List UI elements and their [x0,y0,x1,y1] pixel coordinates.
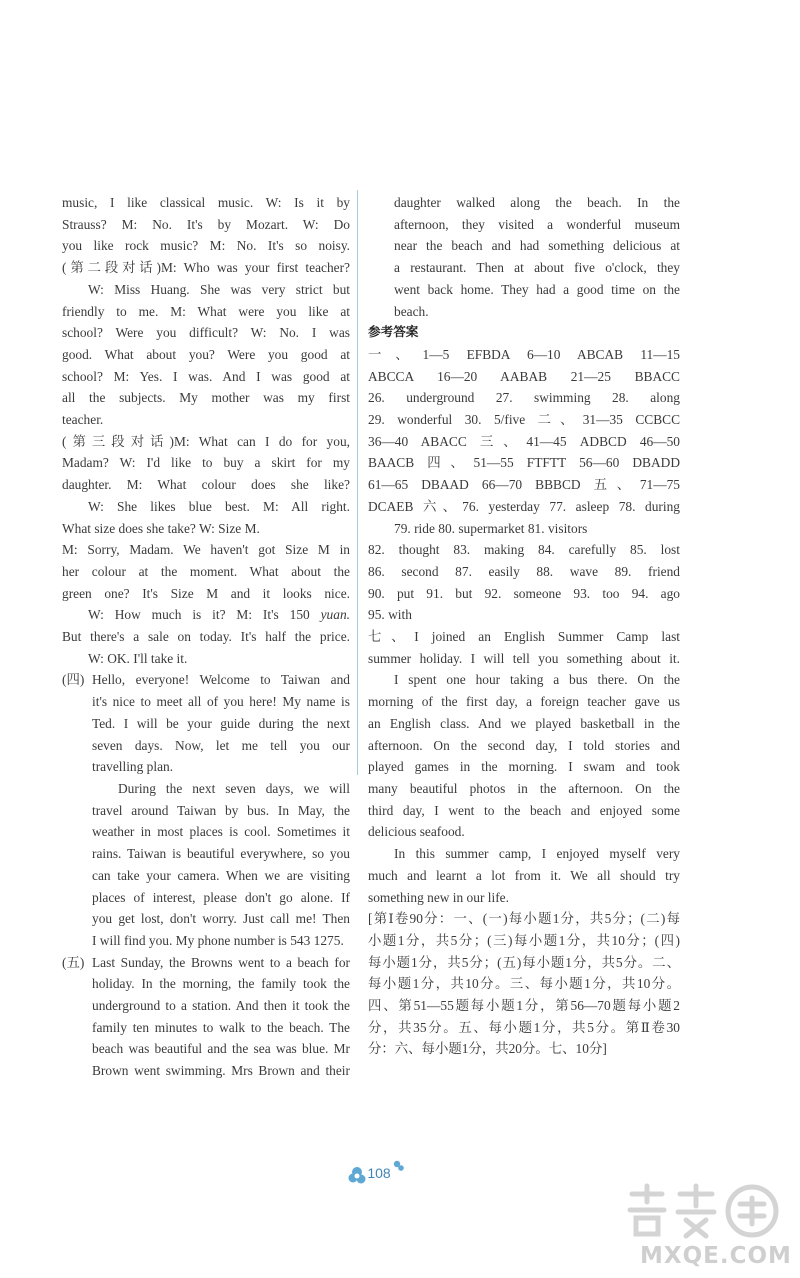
line-text: weather in most places is cool. Sometimes it [92,824,350,840]
left_column-line [62,713,350,735]
left_column-line [62,344,350,366]
left_column-line [62,604,350,626]
right_column-line [368,561,680,583]
line-text: W: She likes blue best. M: All right. [88,498,350,514]
right_column-line [368,843,680,865]
line-text: good. What about you? Were you good at [62,346,350,362]
line-text: travelling plan. [92,759,174,775]
line-text: 分，共35分。五、每小题1分，共5分。第Ⅱ卷30 [368,1019,680,1035]
watermark-logo [622,1180,782,1242]
watermark-site: MXQE.COM [640,1243,792,1269]
left_column-line [62,843,350,865]
line-text: all the subjects. My mother was my first [62,390,350,406]
right_column-line [368,366,680,388]
right_column-line [368,1038,680,1060]
line-text: friendly to me. M: What were you like at [62,303,350,319]
line-text: During the next seven days, we will [118,780,350,796]
line-text: W: OK. I'll take it. [88,650,188,666]
line-text: teacher. [62,412,104,428]
right_column-line [368,322,680,344]
right_column-line [368,713,680,735]
right_column-line [368,691,680,713]
line-text: third day, I went to the beach and enjoyed some [368,802,680,818]
right_column-line [368,930,680,952]
left_column-line [62,865,350,887]
right_column-line [368,626,680,648]
line-text: 小题1分，共5分；(三)每小题1分，共10分；(四) [368,932,680,948]
line-text: seven days. Now, let me tell you our [92,737,350,753]
right_column-line [368,452,680,474]
left_column-line [62,952,350,974]
line-text: BAACB 四、51—55 FTFTT 56—60 DBADD [368,455,680,471]
line-text: family ten minutes to walk to the beach. The [92,1019,350,1035]
left_column-line [62,669,350,691]
left_column-line [62,1017,350,1039]
page-number-badge [347,1157,407,1187]
left_column-line [62,908,350,930]
right_column-line [368,301,680,323]
right_column-line [368,973,680,995]
line-text: 86. second 87. easily 88. wave 89. friend [368,563,680,579]
line-text: I spent one hour taking a bus there. On the [394,672,680,688]
left_column-line [62,691,350,713]
line-text: something new in our life. [368,889,509,905]
line-text: afternoon. On the second day, I told stories and [368,737,680,753]
left_column-line [62,800,350,822]
line-text: her colour at the moment. What about the [62,563,350,579]
line-text: [第Ⅰ卷90分：一、(一)每小题1分，共5分；(二)每 [368,911,680,927]
line-text: 一、1—5 EFBDA 6—10 ABCAB 11—15 [368,346,680,362]
left_column-line [62,821,350,843]
line-text: delicious seafood. [368,824,465,840]
line-text: near the beach and had something delicious at [394,238,680,254]
right_column-line [368,192,680,214]
right_column-line [368,518,680,540]
line-text: many beautiful photos in the afternoon. On the [368,780,680,796]
line-text: underground to a station. And then it took the [92,998,350,1014]
right_column-line [368,821,680,843]
right_column-line [368,648,680,670]
line-text: a restaurant. Then at about five o'clock, they [394,260,680,276]
line-text: 61—65 DBAAD 66—70 BBBCD 五、71—75 [368,477,680,493]
left_column-line [62,735,350,757]
left_column-line [62,930,350,952]
line-text: you like rock music? M: No. It's so noisy. [62,238,350,254]
line-text: travel around Taiwan by bus. In May, the [92,802,350,818]
right_column-line [368,387,680,409]
line-text: an English class. And we played basketball in the [368,715,680,731]
left_column-line [62,387,350,409]
line-text: DCAEB 六、76. yesterday 77. asleep 78. during [368,498,680,514]
line-text: 每小题1分，共5分；(五)每小题1分，共5分。二、 [368,954,680,970]
line-text: 分：六、每小题1分，共20分。七、10分] [368,1041,607,1057]
left_column-line [62,431,350,453]
line-text: M: Sorry, Madam. We haven't got Size M in [62,542,350,558]
right_column-line [368,474,680,496]
line-text: 每小题1分，共10分。三、每小题1分，共10分。 [368,976,680,992]
left_column-line [62,496,350,518]
left_column-line [62,648,350,670]
left_column-line [62,973,350,995]
right_column-line [368,409,680,431]
page-number: 108 [367,1165,391,1181]
left_column-line [62,301,350,323]
line-text: (第三段对话)M: What can I do for you, [62,433,350,449]
line-text: 79. ride 80. supermarket 81. visitors [394,520,588,536]
right_column-line [368,583,680,605]
right_column-line [368,887,680,909]
line-text: Strauss? M: No. It's by Mozart. W: Do [62,216,350,232]
right-column [368,192,680,1060]
left_column-line [62,322,350,344]
line-text: What size does she take? W: Size M. [62,520,260,536]
line-text: went back home. They had a good time on the [394,281,680,297]
right_column-line [368,669,680,691]
right_column-line [368,257,680,279]
left_column-line [62,626,350,648]
line-text: W: Miss Huang. She was very strict but [88,281,350,297]
line-text: 90. put 91. but 92. someone 93. too 94. ago [368,585,680,601]
line-text: 四、第51—55题每小题1分，第56—70题每小题2 [368,998,680,1014]
left_column-line [62,452,350,474]
line-text: 26. underground 27. swimming 28. along [368,390,680,406]
left_column-line [62,192,350,214]
line-text: Madam? W: I'd like to buy a skirt for my [62,455,350,471]
right_column-line [368,908,680,930]
section-marker: (四) [62,672,85,688]
line-text: played games in the morning. I swam and took [368,759,680,775]
line-text: holiday. In the morning, the family took the [92,976,350,992]
line-text: 七、I joined an English Summer Camp last [368,629,680,645]
line-text: In this summer camp, I enjoyed myself very [394,846,680,862]
left_column-line [62,518,350,540]
line-text: W: How much is it? M: It's 150 [88,607,321,623]
line-text: school? Were you difficult? W: No. I was [62,325,350,341]
left_column-line [62,756,350,778]
section-marker: (五) [62,954,85,970]
line-text: Brown went swimming. Mrs Brown and their [92,1063,350,1079]
line-text: places of interest, please don't go alone. If [92,889,350,905]
line-text: (第二段对话)M: Who was your first teacher? [62,260,350,276]
left_column-line [62,1038,350,1060]
left-column [62,192,350,1082]
line-text: 29. wonderful 30. 5/five 二、31—35 CCBCC [368,412,680,428]
column-divider [357,190,358,775]
left_column-line [62,778,350,800]
left_column-line [62,995,350,1017]
line-text: Last Sunday, the Browns went to a beach for [92,954,350,970]
right_column-line [368,214,680,236]
line-text: much and learnt a lot from it. We all should try [368,867,680,883]
left_column-line [62,214,350,236]
right_column-line [368,865,680,887]
right_column-line [368,778,680,800]
right_column-line [368,800,680,822]
left_column-line [62,279,350,301]
line-text: 82. thought 83. making 84. carefully 85. lost [368,542,680,558]
line-text: green one? It's Size M and it looks nice. [62,585,350,601]
line-text: summer holiday. I will tell you something about it. [368,650,680,666]
right_column-line [368,235,680,257]
line-text: school? M: Yes. I was. And I was good at [62,368,350,384]
line-text: I will find you. My phone number is 543 1275. [92,932,344,948]
left_column-line [62,474,350,496]
line-text: But there's a sale on today. It's half the price. [62,629,350,645]
line-text: morning of the first day, a foreign teacher gave us [368,694,680,710]
right_column-line [368,604,680,626]
right_column-line [368,431,680,453]
line-text: beach. [394,303,429,319]
left_column-line [62,561,350,583]
left_column-line [62,409,350,431]
right_column-line [368,496,680,518]
line-text: can take your camera. When we are visiting [92,867,350,883]
line-text: 95. with [368,607,412,623]
italic-text: yuan. [320,607,350,623]
line-text: Ted. I will be your guide during the next [92,715,350,731]
line-text: Hello, everyone! Welcome to Taiwan and [92,672,350,688]
line-text: daughter walked along the beach. In the [394,195,680,210]
line-text: ABCCA 16—20 AABAB 21—25 BBACC [368,368,680,384]
line-text: daughter. M: What colour does she like? [62,477,350,493]
right_column-line [368,756,680,778]
line-text: music, I like classical music. W: Is it by [62,195,350,210]
right_column-line [368,952,680,974]
left_column-line [62,583,350,605]
left_column-line [62,539,350,561]
line-text: 参考答案 [368,325,419,340]
line-text: you get lost, don't worry. Just call me! Then [92,911,350,927]
line-text: beach was beautiful and the sea was blue. Mr [92,1041,350,1057]
right_column-line [368,279,680,301]
line-text: afternoon, they visited a wonderful museum [394,216,680,232]
right_column-line [368,344,680,366]
line-text: it's nice to meet all of you here! My name is [92,694,350,710]
line-text: rains. Taiwan is beautiful everywhere, so you [92,846,350,862]
left_column-line [62,366,350,388]
right_column-line [368,995,680,1017]
right_column-line [368,735,680,757]
left_column-line [62,887,350,909]
left_column-line [62,235,350,257]
right_column-line [368,1017,680,1039]
right_column-line [368,539,680,561]
line-text: 36—40 ABACC 三、41—45 ADBCD 46—50 [368,433,680,449]
left_column-line [62,257,350,279]
left_column-line [62,1060,350,1082]
